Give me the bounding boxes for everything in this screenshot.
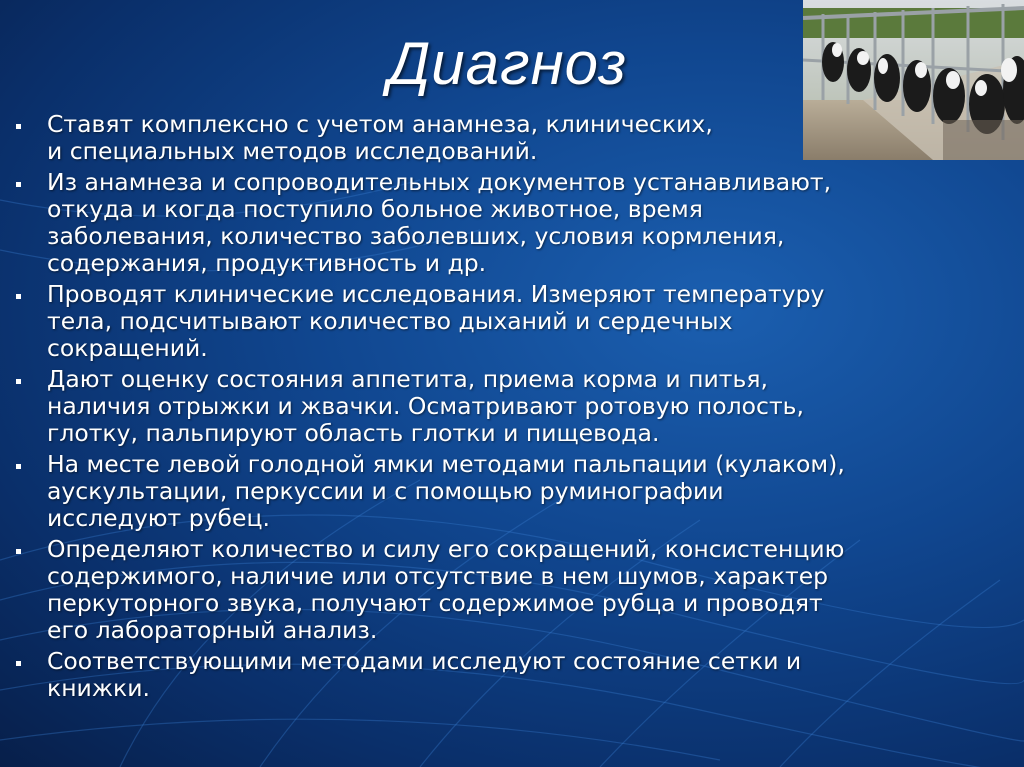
bullet-text: Из анамнеза и сопроводительных документов устанавливают, откуда и когда поступило больное животное, время заболевания, количество заболевших, условия кормления, содержания, продуктивность и др. [47, 168, 832, 277]
bullet-square-icon [16, 549, 21, 554]
bullet-text: Соответствующими методами исследуют состояние сетки и книжки. [47, 647, 802, 702]
bullet-list [16, 111, 1006, 706]
bullet-square-icon [16, 379, 21, 384]
bullet-item [16, 536, 1006, 644]
bullet-square-icon [16, 124, 21, 129]
bullet-item [16, 648, 1006, 702]
bullet-square-icon [16, 464, 21, 469]
bullet-text: Ставят комплексно с учетом анамнеза, клинических, и специальных методов исследований. [47, 110, 713, 165]
bullet-text: Проводят клинические исследования. Измеряют температуру тела, подсчитывают количество дыханий и сердечных сокращений. [47, 280, 825, 362]
bullet-item [16, 366, 1006, 447]
bullet-item [16, 281, 1006, 362]
bullet-item [16, 451, 1006, 532]
bullet-item [16, 111, 1006, 165]
bullet-text: Дают оценку состояния аппетита, приема корма и питья, наличия отрыжки и жвачки. Осматривают ротовую полость, глотку, пальпируют область глотки и пищевода. [47, 365, 804, 447]
bullet-item [16, 169, 1006, 277]
bullet-text: На месте левой голодной ямки методами пальпации (кулаком), аускультации, перкуссии и с помощью руминографии исследуют рубец. [47, 450, 845, 532]
bullet-text: Определяют количество и силу его сокращений, консистенцию содержимого, наличие или отсутствие в нем шумов, характер перкуторного звука, получают содержимое рубца и проводят его лабораторный анализ. [47, 535, 845, 644]
slide-title: Диагноз [388, 30, 628, 97]
bullet-square-icon [16, 182, 21, 187]
bullet-square-icon [16, 661, 21, 666]
bullet-square-icon [16, 294, 21, 299]
